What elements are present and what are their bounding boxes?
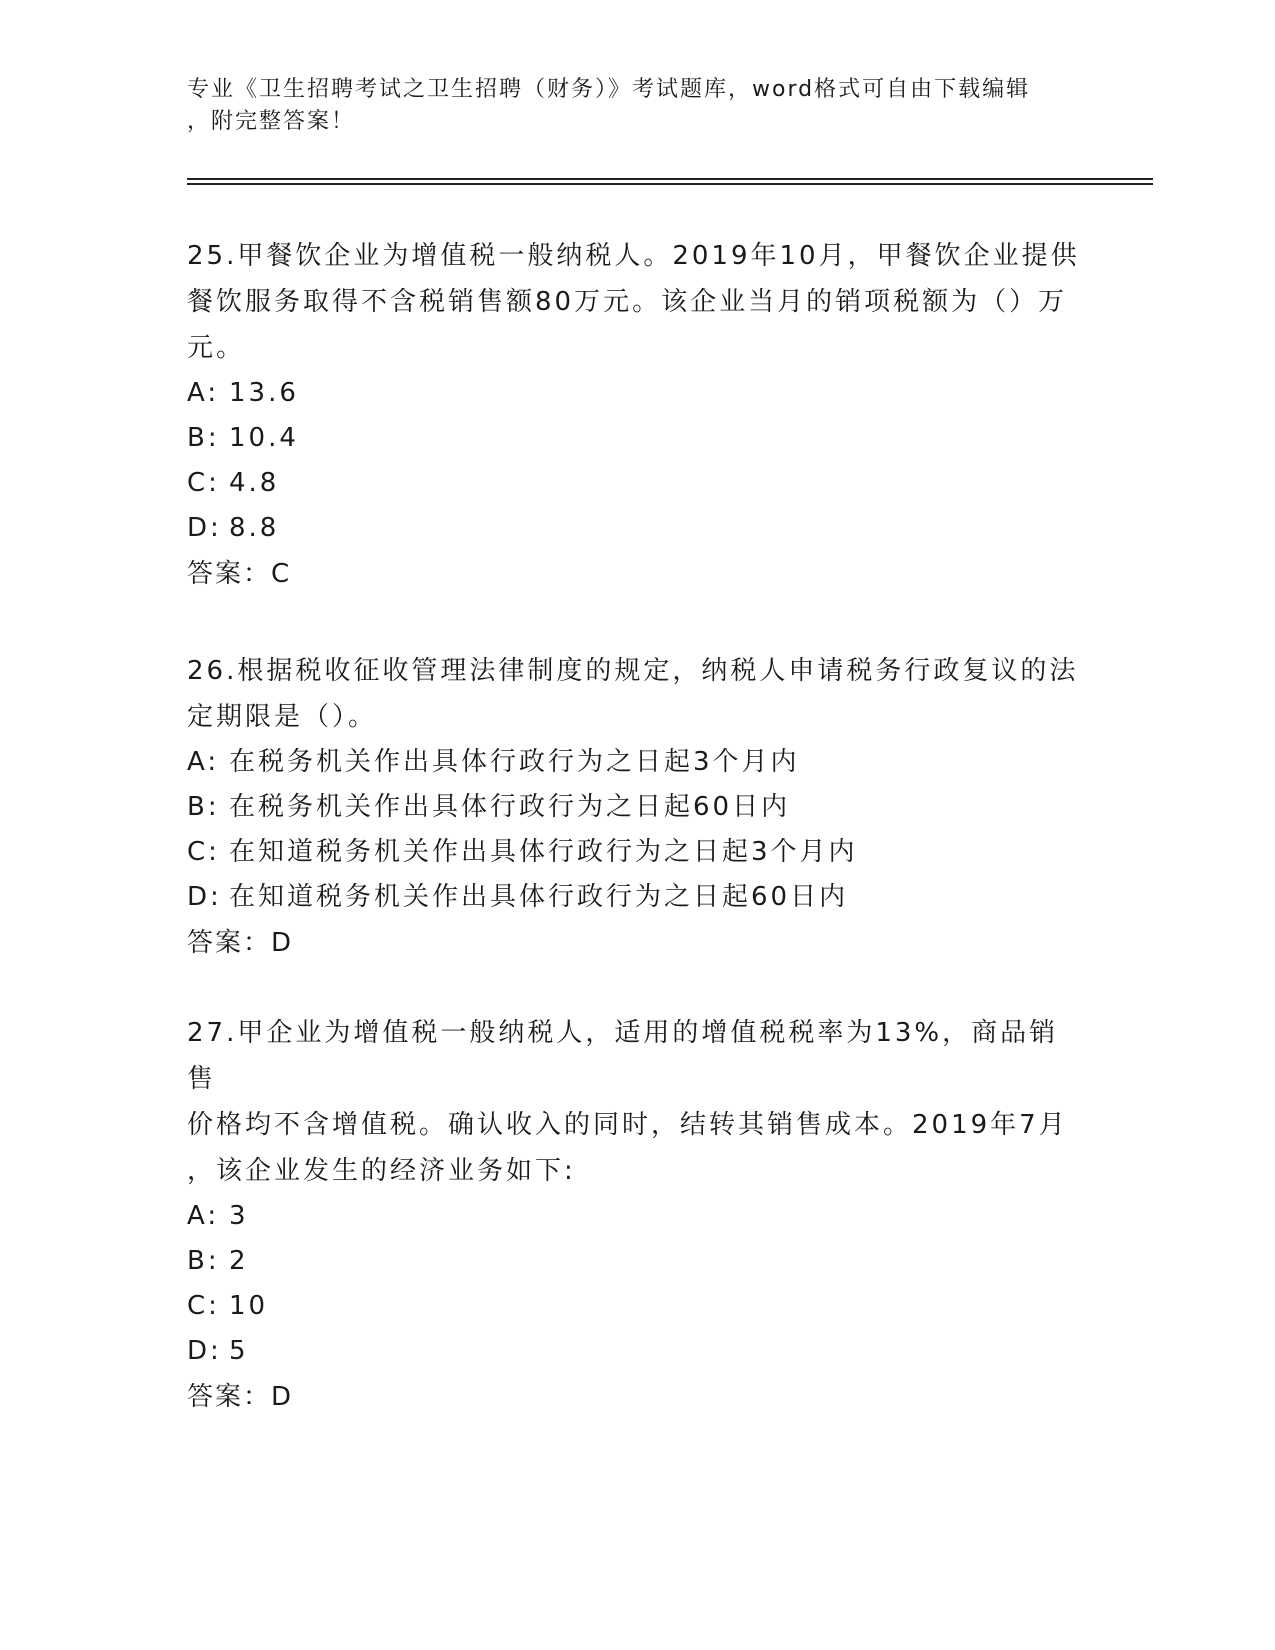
option-letter: B: <box>187 423 220 453</box>
option-a <box>187 740 1087 785</box>
option-c <box>187 461 1087 506</box>
option-text: 10.4 <box>229 423 299 453</box>
question-stem-line: 元。 <box>187 333 246 363</box>
option-text: 在知道税务机关作出具体行政行为之日起60日内 <box>229 882 849 912</box>
question-stem-line: 26.根据税收征收管理法律制度的规定，纳税人申请税务行政复议的法 <box>187 656 1079 686</box>
option-letter: A: <box>187 747 220 777</box>
header-divider-top <box>187 178 1153 180</box>
option-text: 2 <box>229 1246 249 1276</box>
option-d <box>187 506 1087 551</box>
option-b <box>187 785 1087 830</box>
option-letter: B: <box>187 1246 220 1276</box>
option-text: 在税务机关作出具体行政行为之日起60日内 <box>229 792 791 822</box>
question-stem-line: 餐饮服务取得不含税销售额80万元。该企业当月的销项税额为（）万 <box>187 287 1068 317</box>
question-26 <box>187 648 1087 966</box>
option-letter: A: <box>187 1201 220 1231</box>
answer-line: 答案：D <box>187 928 294 958</box>
option-a <box>187 371 1087 416</box>
document-header <box>187 74 1087 138</box>
option-letter: C: <box>187 468 220 498</box>
option-letter: D: <box>187 513 222 543</box>
option-letter: C: <box>187 837 220 867</box>
option-c <box>187 1284 1087 1329</box>
option-text: 在知道税务机关作出具体行政行为之日起3个月内 <box>229 837 858 867</box>
option-d <box>187 875 1087 920</box>
option-text: 13.6 <box>229 378 299 408</box>
option-text: 4.8 <box>229 468 280 498</box>
question-stem-line: 27.甲企业为增值税一般纳税人，适用的增值税税率为13%，商品销售 <box>187 1018 1059 1094</box>
option-letter: D: <box>187 882 222 912</box>
question-25 <box>187 233 1087 597</box>
header-line-1: 专业《卫生招聘考试之卫生招聘（财务）》考试题库，word格式可自由下载编辑 <box>187 77 1031 102</box>
option-text: 在税务机关作出具体行政行为之日起3个月内 <box>229 747 800 777</box>
question-stem-line: 定期限是（）。 <box>187 702 378 732</box>
question-stem-line: 价格均不含增值税。确认收入的同时，结转其销售成本。2019年7月 <box>187 1110 1068 1140</box>
option-letter: A: <box>187 378 220 408</box>
option-letter: C: <box>187 1291 220 1321</box>
question-stem-line: ，该企业发生的经济业务如下: <box>187 1156 576 1186</box>
option-d <box>187 1329 1087 1374</box>
option-text: 5 <box>229 1336 249 1366</box>
option-letter: D: <box>187 1336 222 1366</box>
header-divider-bottom <box>187 183 1153 185</box>
option-b <box>187 416 1087 461</box>
question-27 <box>187 1010 1087 1420</box>
header-line-2: ，附完整答案！ <box>187 109 356 134</box>
option-b <box>187 1239 1087 1284</box>
answer-line: 答案：D <box>187 1382 294 1412</box>
option-letter: B: <box>187 792 220 822</box>
option-text: 10 <box>229 1291 269 1321</box>
option-a <box>187 1194 1087 1239</box>
option-c <box>187 830 1087 875</box>
question-stem-line: 25.甲餐饮企业为增值税一般纳税人。2019年10月，甲餐饮企业提供 <box>187 241 1080 271</box>
option-text: 3 <box>229 1201 249 1231</box>
option-text: 8.8 <box>229 513 280 543</box>
answer-line: 答案：C <box>187 559 292 589</box>
